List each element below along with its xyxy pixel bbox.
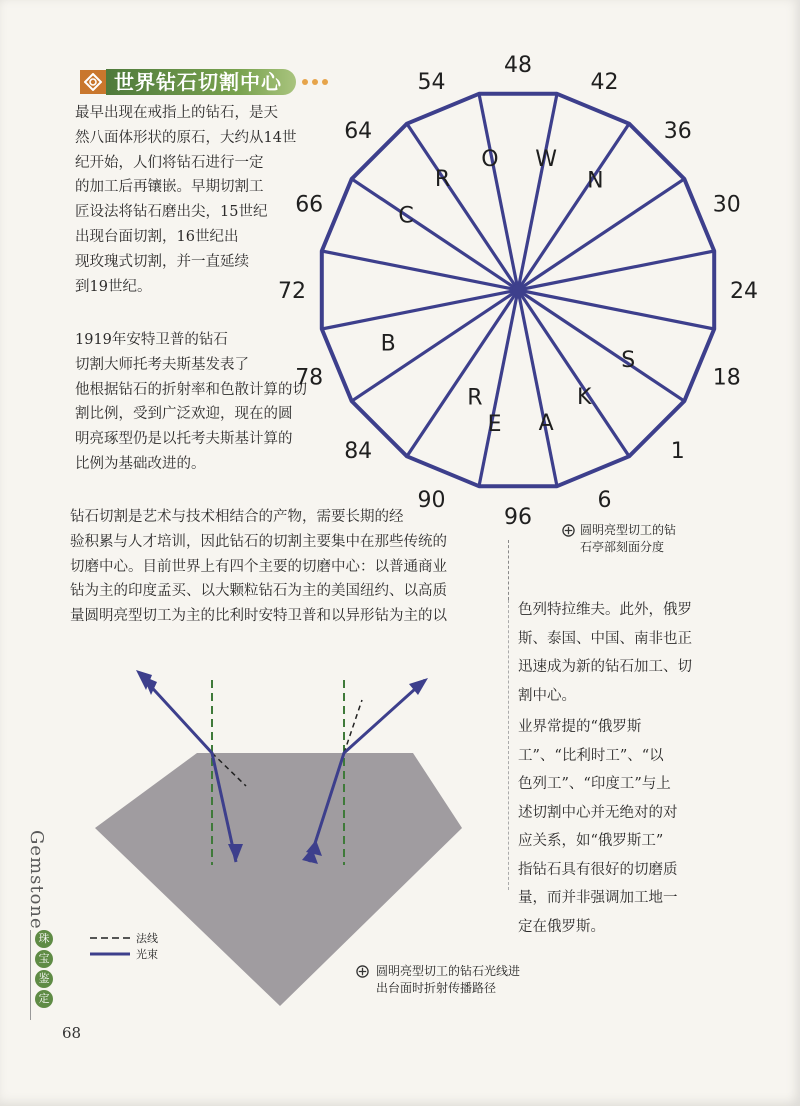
dial-number: 30 <box>712 192 741 218</box>
spine-badge: 宝 <box>35 950 53 968</box>
dial-number: 48 <box>504 53 532 78</box>
dial-letter: C <box>398 203 414 229</box>
spine-badge: 鉴 <box>35 970 53 988</box>
dial-center <box>512 284 524 296</box>
page-number: 68 <box>62 1024 82 1042</box>
spine-badge: 珠 <box>35 930 53 948</box>
dial-letter: N <box>587 168 604 194</box>
legend-beam-label: 光束 <box>136 948 158 961</box>
section-title: 世界钻石切割中心 <box>106 69 296 95</box>
facet-index-dial <box>278 53 758 530</box>
paragraph-centers: 钻石切割是艺术与技术相结合的产物，需要长期的经 验积累与人才培训，因此钻石的切割主要集中在那些传统的 切磨中心。目前世界上有四个主要的切磨中心：以普通商业 钻为主的印度孟买、以大颗粒钻石为主的美国纽约、以高质 量圆明亮型切工为主的比利时安特卫普和以异形钻为主的以 <box>70 509 447 625</box>
dial-letter: K <box>576 385 592 410</box>
dial-number: 96 <box>504 505 532 530</box>
dial-number: 18 <box>712 365 741 391</box>
dial-letter: R <box>467 385 483 411</box>
dial-letter: W <box>535 147 557 172</box>
dial-number: 42 <box>590 70 619 96</box>
dial-caption: 圆明亮型切工的钻 石亭部刻面分度 <box>580 523 677 554</box>
spine-badges <box>35 930 53 1008</box>
dial-letter: E <box>487 411 502 437</box>
dial-number: 24 <box>730 279 758 304</box>
dial-letter: B <box>380 331 396 357</box>
paragraph-tolkowsky: 1919年安特卫普的钻石 切割大师托考夫斯基发表了 他根据钻石的折射率和色散计算的切 割比例，受到广泛欢迎，现在的圆 明亮琢型仍是以托考夫斯基计算的 比例为基础改进的。 <box>75 332 307 472</box>
refraction-diagram <box>90 670 462 1006</box>
dial-letter: A <box>538 411 554 436</box>
spine-badge: 定 <box>35 990 53 1008</box>
paragraph-industry-terms: 业界常提的“俄罗斯 工”、“比利时工”、“以 色列工”、“印度工”与上 述切割中心并无绝对的对 应关系，如“俄罗斯工” 指钻石具有很好的切磨质 量，而并非强调加工地一 定在俄罗斯。 <box>518 719 678 935</box>
legend-normal-label: 法线 <box>136 932 158 945</box>
refraction-caption: 圆明亮型切工的钻石光线进 出台面时折射传播路径 <box>376 964 521 995</box>
dial-number: 72 <box>278 279 306 304</box>
dial-number: 6 <box>597 487 612 513</box>
dial-letter: O <box>481 147 499 172</box>
paragraph-centers-cont: 色列特拉维夫。此外，俄罗 斯、泰国、中国、南非也正 迅速成为新的钻石加工、切 割中心。 <box>518 602 692 704</box>
dial-number: 66 <box>295 192 324 218</box>
dial-number: 36 <box>663 119 692 145</box>
dial-number: 64 <box>344 119 373 145</box>
dial-letter: R <box>434 167 451 193</box>
dial-letter: S <box>621 347 636 373</box>
spine-title: Gemstone <box>26 830 47 930</box>
dial-number: 90 <box>417 487 446 513</box>
dial-number: 1 <box>670 438 685 464</box>
dial-number: 78 <box>295 365 324 391</box>
dial-number: 54 <box>417 70 446 96</box>
paragraph-history: 最早出现在戒指上的钻石，是天 然八面体形状的原石，大约从14世 纪开始，人们将钻石进行一定 的加工后再镶嵌。早期切割工 匠设法将钻石磨出尖，15世纪 出现台面切割，16世纪出 现玫瑰式切割，并一直延续 到19世纪。 <box>75 105 297 295</box>
dial-number: 84 <box>344 438 373 464</box>
spine-rule <box>30 930 31 1020</box>
